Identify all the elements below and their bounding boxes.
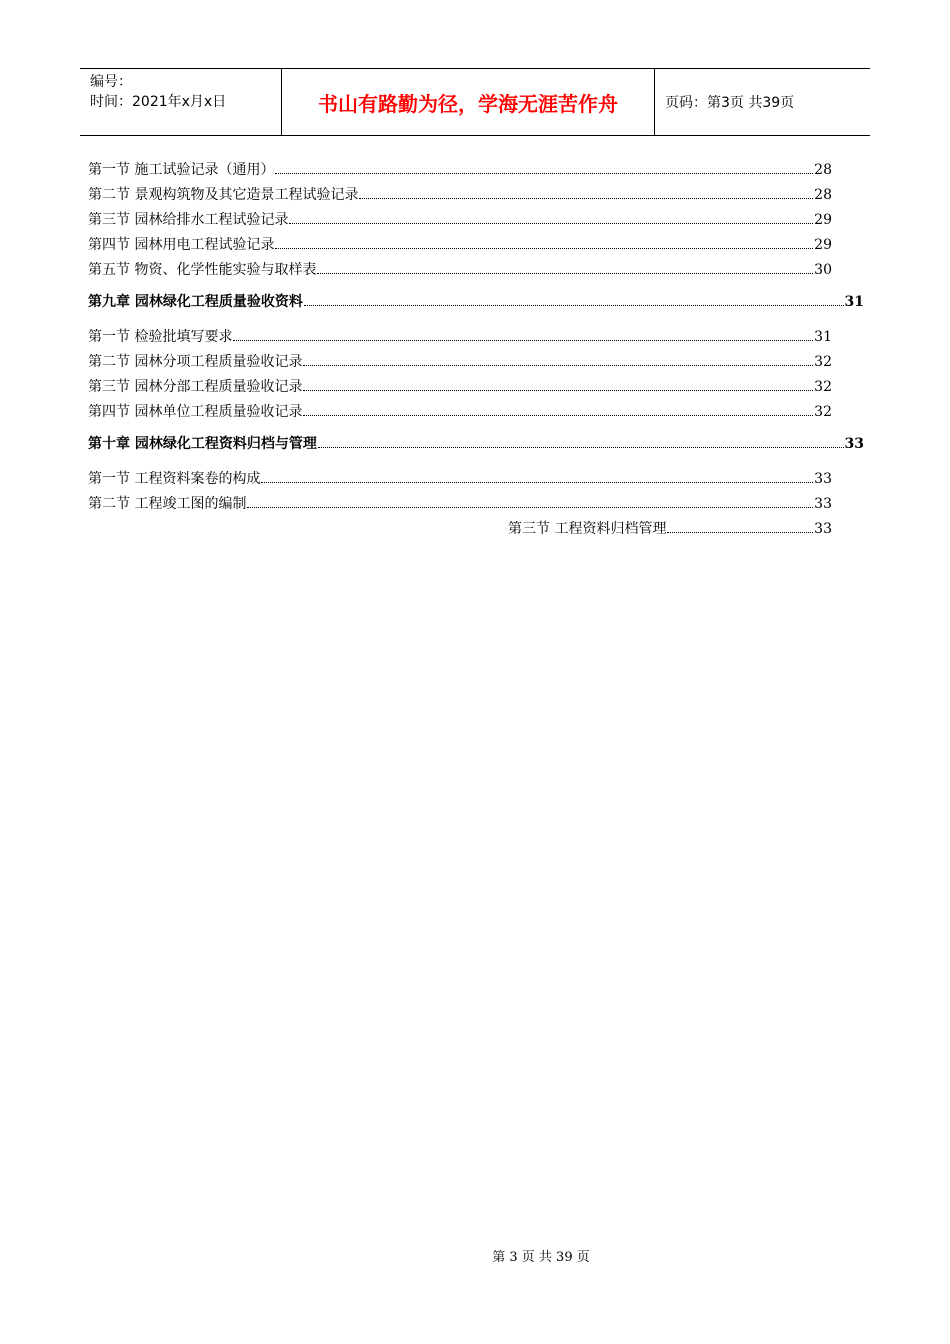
toc-section-entry[interactable] — [88, 492, 832, 517]
toc-section-entry[interactable] — [88, 233, 832, 258]
toc-entry-page: 29 — [814, 237, 832, 253]
toc-leader-dots — [317, 272, 813, 274]
toc-entry-title: 第二节 景观构筑物及其它造景工程试验记录 — [88, 187, 359, 203]
toc-entry-title: 第一节 施工试验记录（通用） — [88, 162, 275, 178]
document-date: 时间：2021年x月x日 — [90, 94, 227, 110]
header-motto: 书山有路勤为径，学海无涯苦作舟 — [282, 69, 655, 135]
toc-leader-dots — [304, 304, 844, 306]
toc-entry-page: 31 — [814, 329, 832, 345]
toc-section-entry[interactable] — [88, 158, 832, 183]
table-of-contents — [88, 158, 864, 542]
toc-leader-dots — [303, 414, 813, 416]
toc-entry-title: 第四节 园林单位工程质量验收记录 — [88, 404, 303, 420]
toc-section-entry[interactable] — [88, 208, 832, 233]
toc-entry-page: 32 — [814, 354, 832, 370]
toc-entry-page: 33 — [814, 471, 832, 487]
toc-leader-dots — [247, 506, 813, 508]
toc-leader-dots — [359, 197, 813, 199]
toc-entry-page: 30 — [814, 262, 832, 278]
toc-section-entry[interactable] — [88, 400, 832, 425]
toc-leader-dots — [303, 364, 813, 366]
toc-section-entry[interactable] — [88, 325, 832, 350]
toc-entry-title: 第四节 园林用电工程试验记录 — [88, 237, 275, 253]
toc-entry-title: 第十章 园林绿化工程资料归档与管理 — [88, 436, 317, 452]
page-footer — [0, 1246, 950, 1265]
toc-entry-page: 33 — [814, 496, 832, 512]
toc-section-entry[interactable] — [88, 375, 832, 400]
toc-entry-title: 第一节 检验批填写要求 — [88, 329, 233, 345]
toc-entry-title: 第二节 工程竣工图的编制 — [88, 496, 247, 512]
toc-leader-dots — [289, 222, 813, 224]
toc-entry-title: 第三节 园林给排水工程试验记录 — [88, 212, 289, 228]
toc-section-entry[interactable] — [88, 183, 832, 208]
toc-entry-title: 第五节 物资、化学性能实验与取样表 — [88, 262, 317, 278]
toc-section-entry[interactable] — [88, 350, 832, 375]
toc-entry-page: 33 — [814, 521, 832, 537]
toc-entry-title: 第九章 园林绿化工程质量验收资料 — [88, 294, 303, 310]
toc-leader-dots — [261, 481, 813, 483]
page-header — [80, 68, 870, 136]
toc-entry-page: 31 — [844, 294, 864, 310]
toc-section-entry[interactable] — [508, 517, 832, 542]
toc-entry-page: 33 — [844, 436, 864, 452]
header-page-info: 页码：第3页 共39页 — [665, 95, 795, 111]
toc-section-entry[interactable] — [88, 258, 832, 283]
toc-leader-dots — [233, 339, 813, 341]
toc-entry-title: 第一节 工程资料案卷的构成 — [88, 471, 261, 487]
toc-entry-page: 29 — [814, 212, 832, 228]
document-number-label: 编号： — [90, 74, 132, 90]
toc-entry-page: 32 — [814, 404, 832, 420]
toc-leader-dots — [303, 389, 813, 391]
toc-entry-page: 32 — [814, 379, 832, 395]
header-meta — [80, 69, 282, 135]
toc-entry-title: 第二节 园林分项工程质量验收记录 — [88, 354, 303, 370]
footer-page-number: 第 3 页 共 39 页 — [492, 1250, 590, 1265]
toc-entry-title: 第三节 园林分部工程质量验收记录 — [88, 379, 303, 395]
toc-chapter-entry[interactable] — [88, 285, 864, 319]
toc-leader-dots — [275, 247, 813, 249]
toc-leader-dots — [318, 446, 844, 448]
toc-entry-title: 第三节 工程资料归档管理 — [508, 521, 667, 537]
toc-chapter-entry[interactable] — [88, 427, 864, 461]
toc-section-entry[interactable] — [88, 467, 832, 492]
toc-leader-dots — [275, 172, 813, 174]
toc-entry-page: 28 — [814, 187, 832, 203]
toc-leader-dots — [667, 531, 813, 533]
toc-entry-page: 28 — [814, 162, 832, 178]
